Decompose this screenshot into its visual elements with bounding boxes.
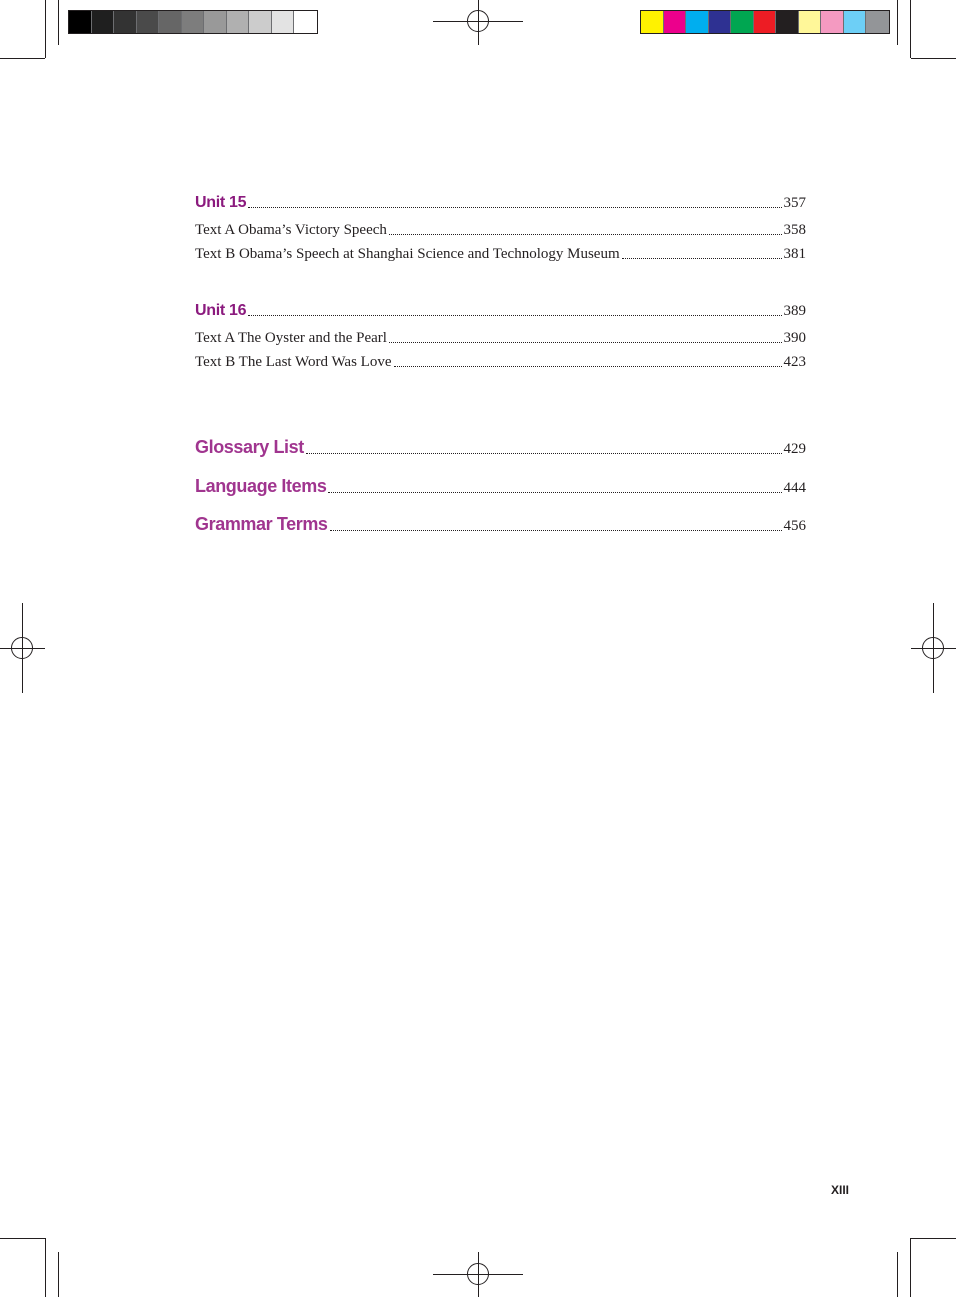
color-swatch	[641, 11, 664, 33]
crop-mark	[897, 1252, 898, 1297]
color-swatch	[709, 11, 732, 33]
gray-swatch	[92, 11, 115, 33]
unit-title: Unit 16	[195, 302, 247, 319]
color-swatch	[754, 11, 777, 33]
color-swatch	[776, 11, 799, 33]
section-title: Grammar Terms	[195, 514, 328, 534]
entry-title: Text A Obama’s Victory Speech	[195, 222, 387, 238]
crop-mark	[911, 58, 956, 59]
gray-swatch	[159, 11, 182, 33]
color-swatch	[686, 11, 709, 33]
gray-swatch	[227, 11, 250, 33]
dot-leader	[306, 452, 782, 454]
dot-leader	[389, 341, 782, 343]
crop-mark	[910, 1238, 911, 1297]
toc-entry	[195, 246, 806, 263]
gray-swatch	[249, 11, 272, 33]
registration-circle	[922, 637, 944, 659]
color-swatch	[821, 11, 844, 33]
gray-swatch	[272, 11, 295, 33]
dot-leader	[330, 529, 782, 531]
dot-leader	[248, 206, 781, 208]
dot-leader	[328, 491, 781, 493]
dot-leader	[248, 314, 781, 316]
color-control-bar	[640, 10, 890, 34]
crop-mark	[45, 1238, 46, 1297]
crop-mark	[0, 58, 45, 59]
crop-mark	[910, 0, 911, 58]
page-number: 444	[783, 480, 806, 496]
gray-swatch	[204, 11, 227, 33]
page-number: 429	[783, 441, 806, 457]
crop-mark	[897, 0, 898, 45]
entry-title: Text A The Oyster and the Pearl	[195, 330, 387, 346]
toc-glossary-list	[195, 437, 806, 458]
unit-title: Unit 15	[195, 194, 247, 211]
toc-grammar-terms	[195, 514, 806, 535]
gray-swatch	[69, 11, 92, 33]
toc-language-items	[195, 476, 806, 497]
toc-unit-15	[195, 194, 806, 212]
toc-unit-16	[195, 302, 806, 320]
gray-swatch	[114, 11, 137, 33]
page-number: 456	[783, 518, 806, 534]
grayscale-bar	[68, 10, 318, 34]
dot-leader	[622, 257, 782, 259]
section-title: Glossary List	[195, 437, 304, 457]
color-swatch	[731, 11, 754, 33]
gray-swatch	[182, 11, 205, 33]
page-folio: XIII	[831, 1183, 850, 1197]
toc-entry	[195, 222, 806, 239]
color-swatch	[664, 11, 687, 33]
color-swatch	[844, 11, 867, 33]
crop-mark	[58, 1252, 59, 1297]
page-number: 423	[783, 354, 806, 370]
crop-mark	[911, 1238, 956, 1239]
color-swatch	[799, 11, 822, 33]
registration-circle	[467, 1263, 489, 1285]
crop-mark	[58, 0, 59, 45]
crop-mark	[45, 0, 46, 58]
gray-swatch	[294, 11, 317, 33]
gray-swatch	[137, 11, 160, 33]
entry-title: Text B Obama’s Speech at Shanghai Science and Technology Museum	[195, 246, 620, 262]
registration-circle	[467, 10, 489, 32]
toc-entry	[195, 330, 806, 347]
page-number: 357	[783, 195, 806, 211]
toc-entry	[195, 354, 806, 371]
section-title: Language Items	[195, 476, 327, 496]
page-number: 358	[783, 222, 806, 238]
crop-mark	[0, 1238, 45, 1239]
registration-circle	[11, 637, 33, 659]
entry-title: Text B The Last Word Was Love	[195, 354, 392, 370]
page-number: 390	[783, 330, 806, 346]
dot-leader	[389, 233, 782, 235]
color-swatch	[866, 11, 889, 33]
page-number: 381	[783, 246, 806, 262]
page-number: 389	[783, 303, 806, 319]
dot-leader	[394, 365, 782, 367]
